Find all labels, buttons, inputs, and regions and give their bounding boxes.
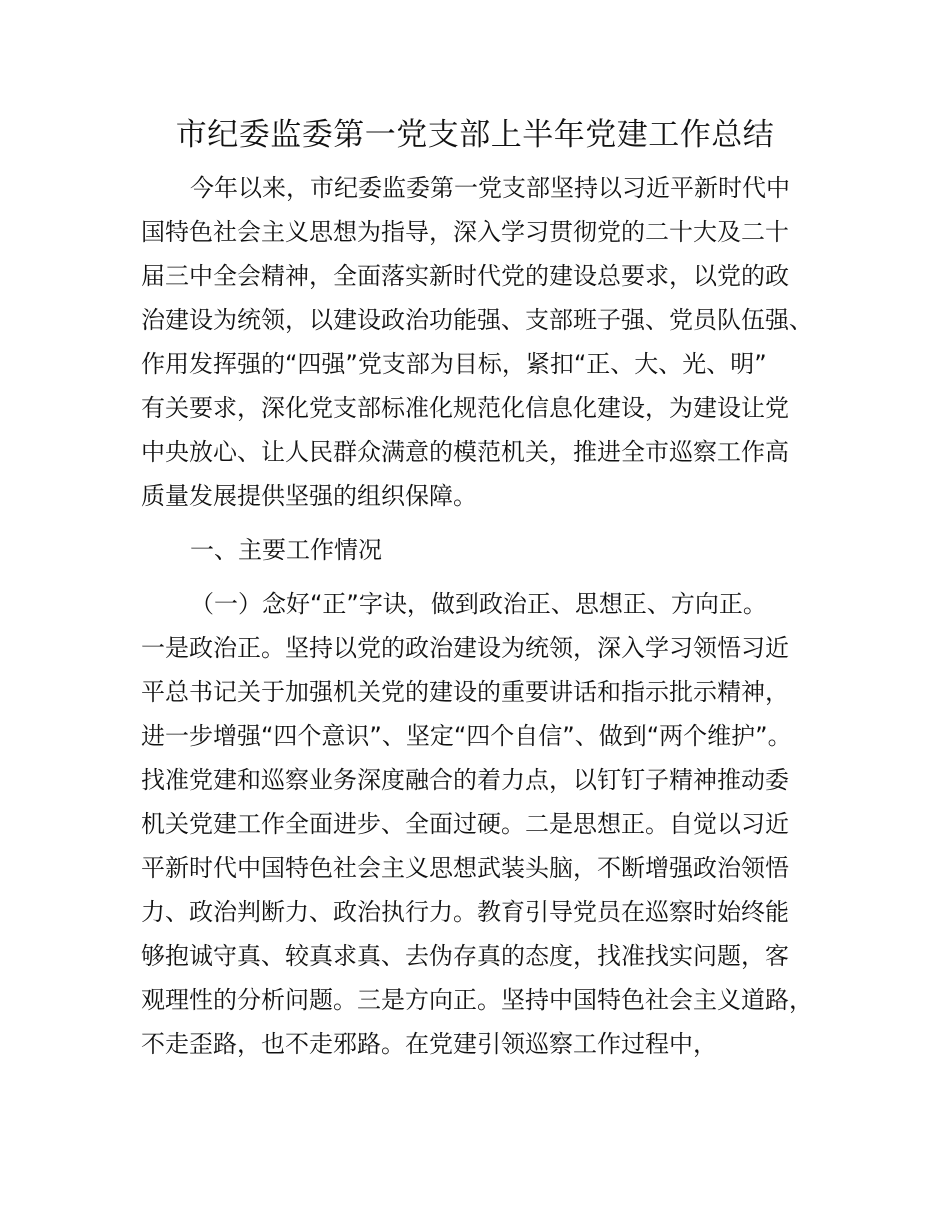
paragraph-line-8: 质量发展提供坚强的组织保障。 (141, 482, 477, 510)
paragraph-line-18: 够抱诚守真、较真求真、去伪存真的态度，找准找实问题，客 (141, 942, 789, 970)
paragraph-line-15: 机关党建工作全面进步、全面过硬。二是思想正。自觉以习近 (141, 810, 789, 838)
paragraph-line-16: 平新时代中国特色社会主义思想武装头脑，不断增强政治领悟 (141, 854, 789, 882)
paragraph-line-17: 力、政治判断力、政治执行力。教育引导党员在巡察时始终能 (141, 898, 789, 926)
paragraph-line-20: 不走歪路，也不走邪路。在党建引领巡察工作过程中， (141, 1030, 717, 1058)
paragraph-line-13: 进一步增强“四个意识”、坚定“四个自信”、做到“两个维护”。 (141, 722, 792, 750)
section-heading: 一、主要工作情况 (190, 536, 382, 564)
paragraph-line-4: 治建设为统领，以建设政治功能强、支部班子强、党员队伍强、 (141, 306, 813, 334)
document-title: 市纪委监委第一党支部上半年党建工作总结 (175, 117, 775, 153)
paragraph-line-11: 一是政治正。坚持以党的政治建设为统领，深入学习领悟习近 (141, 634, 789, 662)
paragraph-line-2: 国特色社会主义思想为指导，深入学习贯彻党的二十大及二十 (141, 218, 789, 246)
paragraph-line-19: 观理性的分析问题。三是方向正。坚持中国特色社会主义道路， (141, 986, 813, 1014)
paragraph-line-5: 作用发挥强的“四强”党支部为目标，紧扣“正、大、光、明” (141, 350, 767, 378)
paragraph-line-12: 平总书记关于加强机关党的建设的重要讲话和指示批示精神， (141, 678, 789, 706)
paragraph-line-6: 有关要求，深化党支部标准化规范化信息化建设，为建设让党 (141, 394, 789, 422)
paragraph-line-7: 中央放心、让人民群众满意的模范机关，推进全市巡察工作高 (141, 438, 789, 466)
paragraph-line-14: 找准党建和巡察业务深度融合的着力点，以钉钉子精神推动委 (141, 766, 789, 794)
paragraph-line-1: 今年以来，市纪委监委第一党支部坚持以习近平新时代中 (190, 174, 790, 202)
paragraph-line-3: 届三中全会精神，全面落实新时代党的建设总要求，以党的政 (141, 262, 789, 290)
subsection-heading: （一）念好“正”字诀，做到政治正、思想正、方向正。 (190, 590, 767, 618)
